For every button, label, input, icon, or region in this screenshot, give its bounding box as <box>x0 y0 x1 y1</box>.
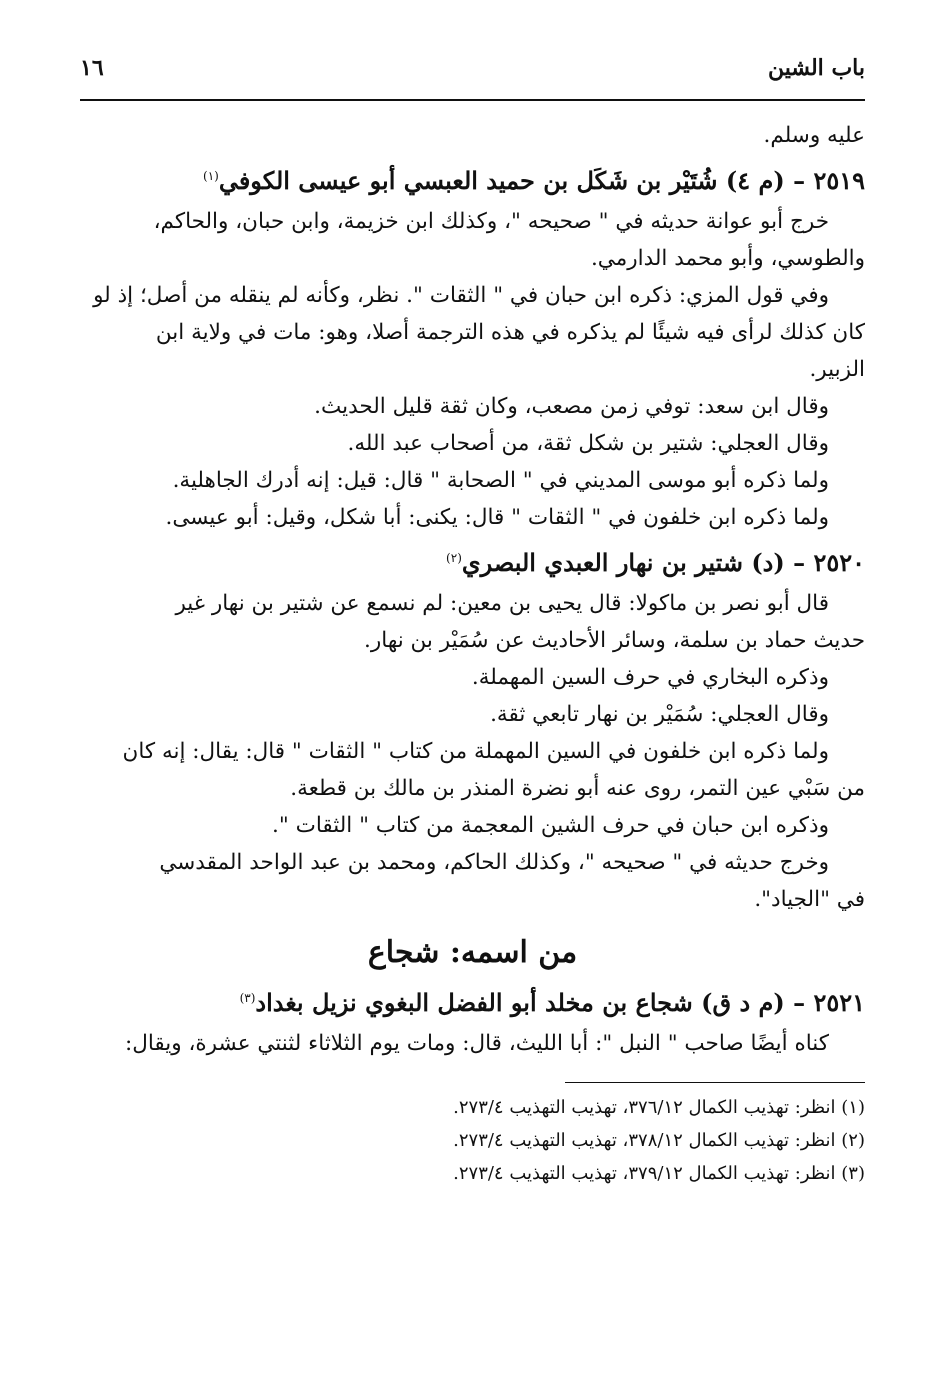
text-line: خرج أبو عوانة حديثه في " صحيحه "، وكذلك ابن خزيمة، وابن حبان، والحاكم، <box>153 209 829 234</box>
text-line: وخرج حديثه في " صحيحه "، وكذلك الحاكم، ومحمد بن عبد الواحد المقدسي <box>159 850 829 875</box>
entry-heading-text: ٢٥٢٠ – (د) شتير بن نهار العبدي البصري <box>461 548 865 577</box>
text-line: وقال العجلي: سُمَيْر بن نهار تابعي ثقة. <box>490 702 829 727</box>
entry-heading <box>80 978 865 1023</box>
text-line: والطوسي، وأبو محمد الدارمي. <box>590 246 865 271</box>
text-line: كان كذلك لرأى فيه شيئًا لم يذكره في هذه الترجمة أصلا، وهو: مات في ولاية ابن <box>155 320 865 345</box>
entry-heading-text: ٢٥١٩ – (م ٤) شُتَيْر بن شَكَل بن حميد العبسي أبو عيسى الكوفي <box>218 166 865 195</box>
text-line: ولما ذكره أبو موسى المديني في " الصحابة " قال: قيل: إنه أدرك الجاهلية. <box>172 468 829 493</box>
entry-heading <box>80 156 865 201</box>
text-line: كناه أيضًا صاحب " النبل ": أبا الليث، قال: ومات يوم الثلاثاء لثنتي عشرة، ويقال: <box>124 1031 829 1056</box>
text-line: قال أبو نصر بن ماكولا: قال يحيى بن معين: لم نسمع عن شتير بن نهار غير <box>175 591 829 616</box>
footnote-marker: (٢) <box>446 551 462 565</box>
running-header <box>80 55 865 97</box>
text-line: وذكره البخاري في حرف السين المهملة. <box>471 665 829 690</box>
footnote-rule <box>565 1082 865 1083</box>
page-body <box>80 117 865 1062</box>
footnote-marker: (١) <box>203 169 219 183</box>
footnote: (٢) انظر: تهذيب الكمال ٣٧٨/١٢، تهذيب التهذيب ٢٧٣/٤. <box>453 1130 865 1151</box>
text-line: ولما ذكره ابن خلفون في السين المهملة من كتاب " الثقات " قال: يقال: إنه كان <box>122 739 829 764</box>
footnote-marker: (٣) <box>239 991 256 1005</box>
page-number: ١٦ <box>80 55 104 81</box>
text-line: وقال العجلي: شتير بن شكل ثقة، من أصحاب عبد الله. <box>347 431 829 456</box>
footnote: (٣) انظر: تهذيب الكمال ٣٧٩/١٢، تهذيب التهذيب ٢٧٣/٤. <box>453 1163 865 1184</box>
text-line: ولما ذكره ابن خلفون في " الثقات " قال: يكنى: أبا شكل، وقيل: أبو عيسى. <box>165 505 829 530</box>
text-line: عليه وسلم. <box>763 123 865 148</box>
text-line: من سَبْي عين التمر، روى عنه أبو نضرة المنذر بن مالك بن قطعة. <box>290 776 865 801</box>
text-line: وقال ابن سعد: توفي زمن مصعب، وكان ثقة قليل الحديث. <box>314 394 829 419</box>
footnote: (١) انظر: تهذيب الكمال ٣٧٦/١٢، تهذيب التهذيب ٢٧٣/٤. <box>453 1097 865 1118</box>
text-line: وذكره ابن حبان في حرف الشين المعجمة من كتاب " الثقات ". <box>272 813 829 838</box>
entry-heading <box>80 538 865 583</box>
text-line: الزبير. <box>809 357 865 382</box>
footnotes <box>80 1091 865 1190</box>
section-heading: من اسمه: شجاع <box>367 935 578 970</box>
header-rule <box>80 99 865 101</box>
chapter-title: باب الشين <box>767 55 865 81</box>
text-line: وفي قول المزي: ذكره ابن حبان في " الثقات ". نظر، وكأنه لم ينقله من أصل؛ إذ لو <box>93 283 829 308</box>
entry-heading-text: ٢٥٢١ – (م د ق) شجاع بن مخلد أبو الفضل البغوي نزيل بغداد <box>255 988 865 1017</box>
text-line: في "الجياد". <box>754 887 865 912</box>
text-line: حديث حماد بن سلمة، وسائر الأحاديث عن سُمَيْر بن نهار. <box>364 628 865 653</box>
book-page <box>80 55 865 1190</box>
